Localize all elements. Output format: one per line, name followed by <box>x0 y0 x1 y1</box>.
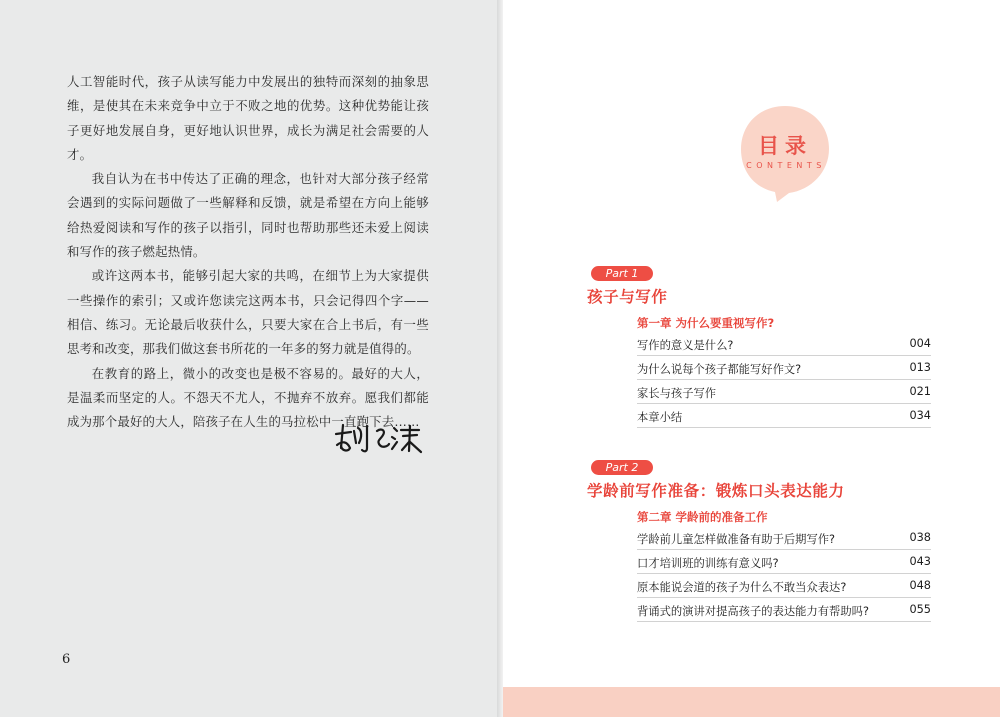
toc-entry-page: 021 <box>909 385 931 398</box>
contents-subtitle: CONTENTS <box>746 161 826 170</box>
toc-entry-title: 背诵式的演讲对提高孩子的表达能力有帮助吗? <box>637 605 869 618</box>
right-page <box>503 0 1000 717</box>
toc-entry-title: 为什么说每个孩子都能写好作文? <box>637 363 802 376</box>
part-badge: Part 1 <box>591 266 653 281</box>
preface-text <box>67 70 429 434</box>
chapter-title: 第一章 为什么要重视写作? <box>637 316 775 330</box>
footer-band <box>503 687 1000 717</box>
page-number: 6 <box>62 652 71 667</box>
part-title: 孩子与写作 <box>587 288 668 306</box>
toc-entry-title: 本章小结 <box>637 411 683 424</box>
chapter-title: 第二章 学龄前的准备工作 <box>637 510 768 524</box>
toc-entry-page: 043 <box>909 555 931 568</box>
toc-entry-page: 013 <box>909 361 931 374</box>
preface-paragraph: 或许这两本书，能够引起大家的共鸣，在细节上为大家提供一些操作的索引；又或许您读完这两本书，只会记得四个字—— 相信、练习。无论最后收获什么，只要大家在合上书后，有一些思考和改变，那我们做这套书所花的一年多的努力就是值得的。 <box>67 268 429 357</box>
toc-entry[interactable] <box>637 409 931 428</box>
toc-entry[interactable] <box>637 603 931 622</box>
toc-entry-page: 055 <box>909 603 931 616</box>
toc-entry[interactable] <box>637 361 931 380</box>
toc-entry[interactable] <box>637 385 931 404</box>
toc-entry-title: 学龄前儿童怎样做准备有助于后期写作? <box>637 533 836 546</box>
toc-entry[interactable] <box>637 555 931 574</box>
toc-entry[interactable] <box>637 531 931 550</box>
preface-paragraph: 在教育的路上，微小的改变也是极不容易的。最好的大人，是温柔而坚定的人。不怨天不尤人，不抛弃不放弃。愿我们都能成为那个最好的大人，陪孩子在人生的马拉松中一直跑下去…… <box>67 365 429 430</box>
toc-entry-title: 写作的意义是什么? <box>637 339 734 352</box>
author-signature <box>333 418 425 460</box>
toc-entry-page: 004 <box>909 337 931 350</box>
part-badge: Part 2 <box>591 460 653 475</box>
toc-entry-title: 原本能说会道的孩子为什么不敢当众表达? <box>637 581 847 594</box>
part-title: 学龄前写作准备：锻炼口头表达能力 <box>587 482 845 500</box>
toc-entry-title: 家长与孩子写作 <box>637 387 717 400</box>
toc-entry-page: 034 <box>909 409 931 422</box>
toc-entry[interactable] <box>637 579 931 598</box>
preface-paragraph: 人工智能时代，孩子从读写能力中发展出的独特而深刻的抽象思维，是使其在未来竞争中立于不败之地的优势。这种优势能让孩子更好地发展自身，更好地认识世界，成长为满足社会需要的人才。 <box>67 74 429 162</box>
toc-entry-page: 038 <box>909 531 931 544</box>
contents-title: 目录 <box>758 134 812 158</box>
toc-entry[interactable] <box>637 337 931 356</box>
preface-paragraph: 我自认为在书中传达了正确的理念，也针对大部分孩子经常会遇到的实际问题做了一些解释和反馈，就是希望在方向上能够给热爱阅读和写作的孩子以指引，同时也帮助那些还未爱上阅读和写作的孩子燃起热情。 <box>67 171 429 260</box>
toc-entry-title: 口才培训班的训练有意义吗? <box>637 557 779 570</box>
toc-entry-page: 048 <box>909 579 931 592</box>
